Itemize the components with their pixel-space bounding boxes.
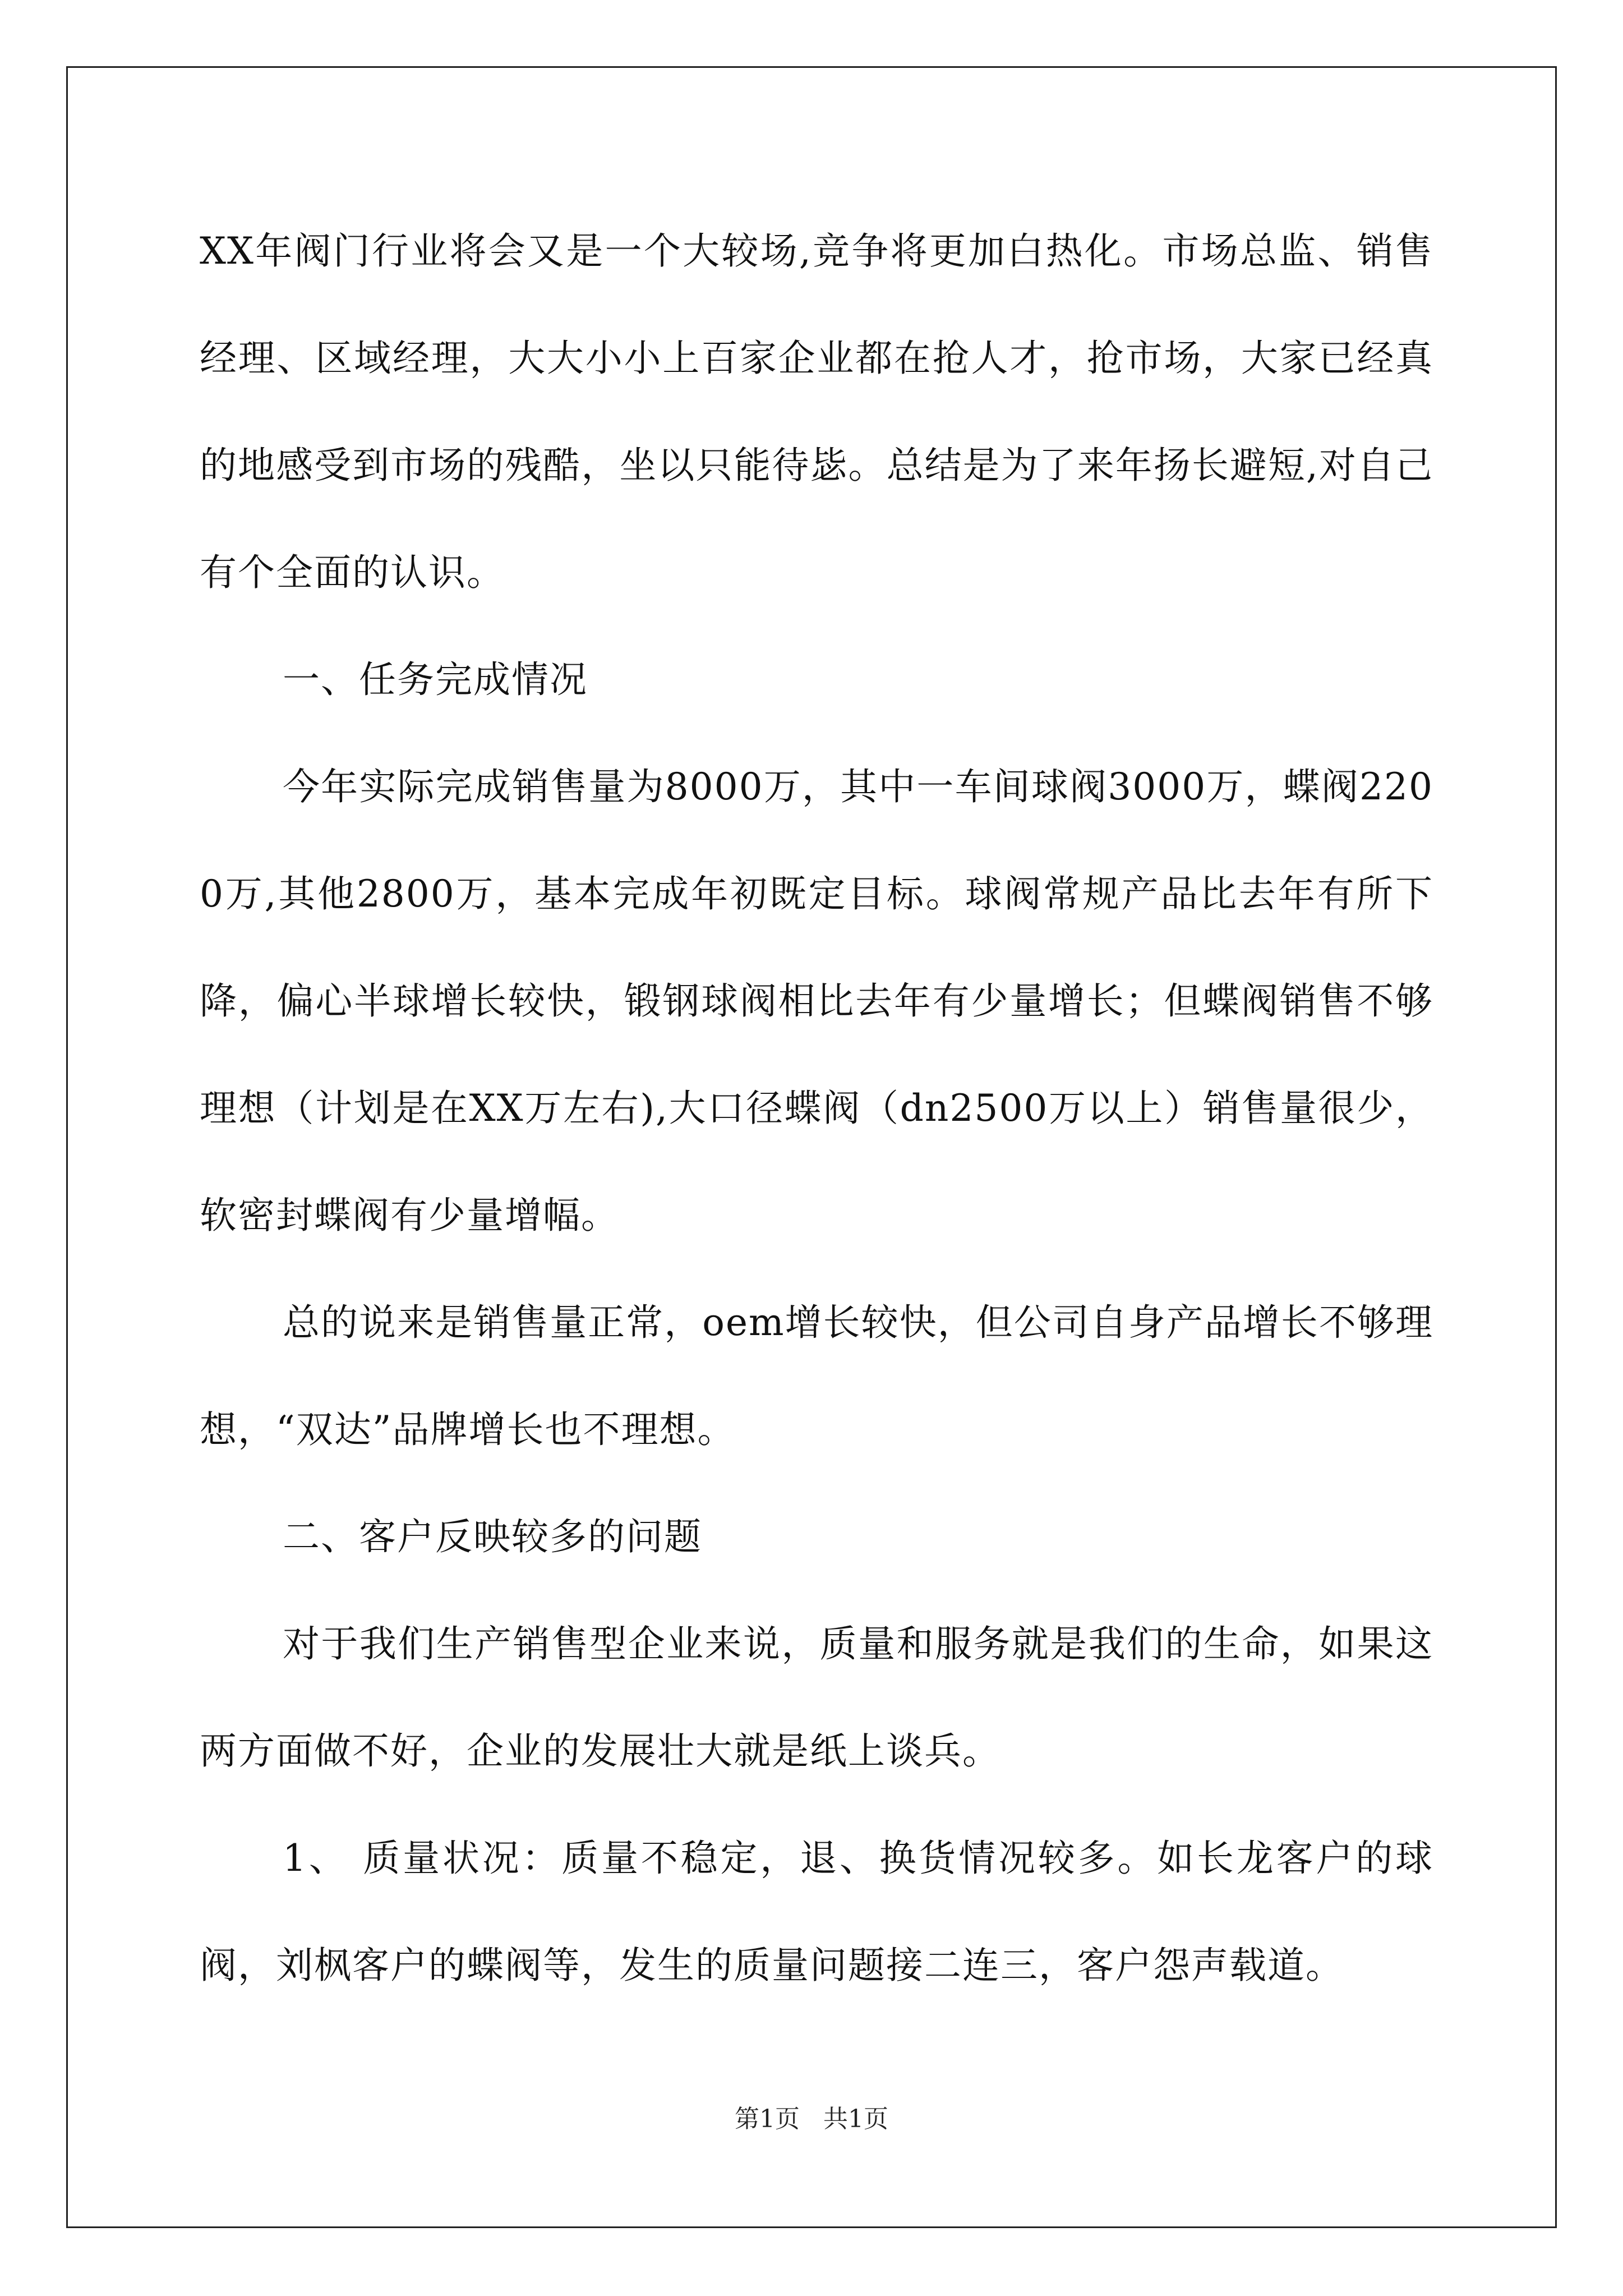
page-footer bbox=[0, 2102, 1623, 2136]
page-number: 第1页 bbox=[735, 2105, 800, 2133]
footer-spacer bbox=[800, 2105, 823, 2133]
page-total: 共1页 bbox=[823, 2105, 888, 2133]
paragraph-sales-figures: 今年实际完成销售量为8000万，其中一车间球阀3000万，蝶阀2200万,其他2800万，基本完成年初既定目标。球阀常规产品比去年有所下降，偏心半球增长较快，锻钢球阀相比去年有少量增长；但蝶阀销售不够理想（计划是在XX万左右),大口径蝶阀（dn2500万以上）销售量很少，软密封蝶阀有少量增幅。 bbox=[200, 765, 1433, 1237]
paragraph-summary: 总的说来是销售量正常，oem增长较快，但公司自身产品增长不够理想，“双达”品牌增长也不理想。 bbox=[200, 1301, 1433, 1451]
paragraph-intro: XX年阀门行业将会又是一个大较场,竞争将更加白热化。市场总监、销售经理、区域经理，大大小小上百家企业都在抢人才，抢市场，大家已经真的地感受到市场的残酷，坐以只能待毖。总结是为了来年扬长避短,对自己有个全面的认识。 bbox=[200, 229, 1433, 594]
document-body bbox=[200, 197, 1433, 2019]
heading-task-completion: 一、任务完成情况 bbox=[283, 658, 588, 701]
heading-customer-issues: 二、客户反映较多的问题 bbox=[283, 1515, 702, 1558]
paragraph-quality-status: 1、 质量状况：质量不稳定，退、换货情况较多。如长龙客户的球阀，刘枫客户的蝶阀等，发生的质量问题接二连三，客户怨声载道。 bbox=[200, 1837, 1433, 1987]
paragraph-quality-service: 对于我们生产销售型企业来说，质量和服务就是我们的生命，如果这两方面做不好，企业的发展壮大就是纸上谈兵。 bbox=[200, 1622, 1433, 1773]
